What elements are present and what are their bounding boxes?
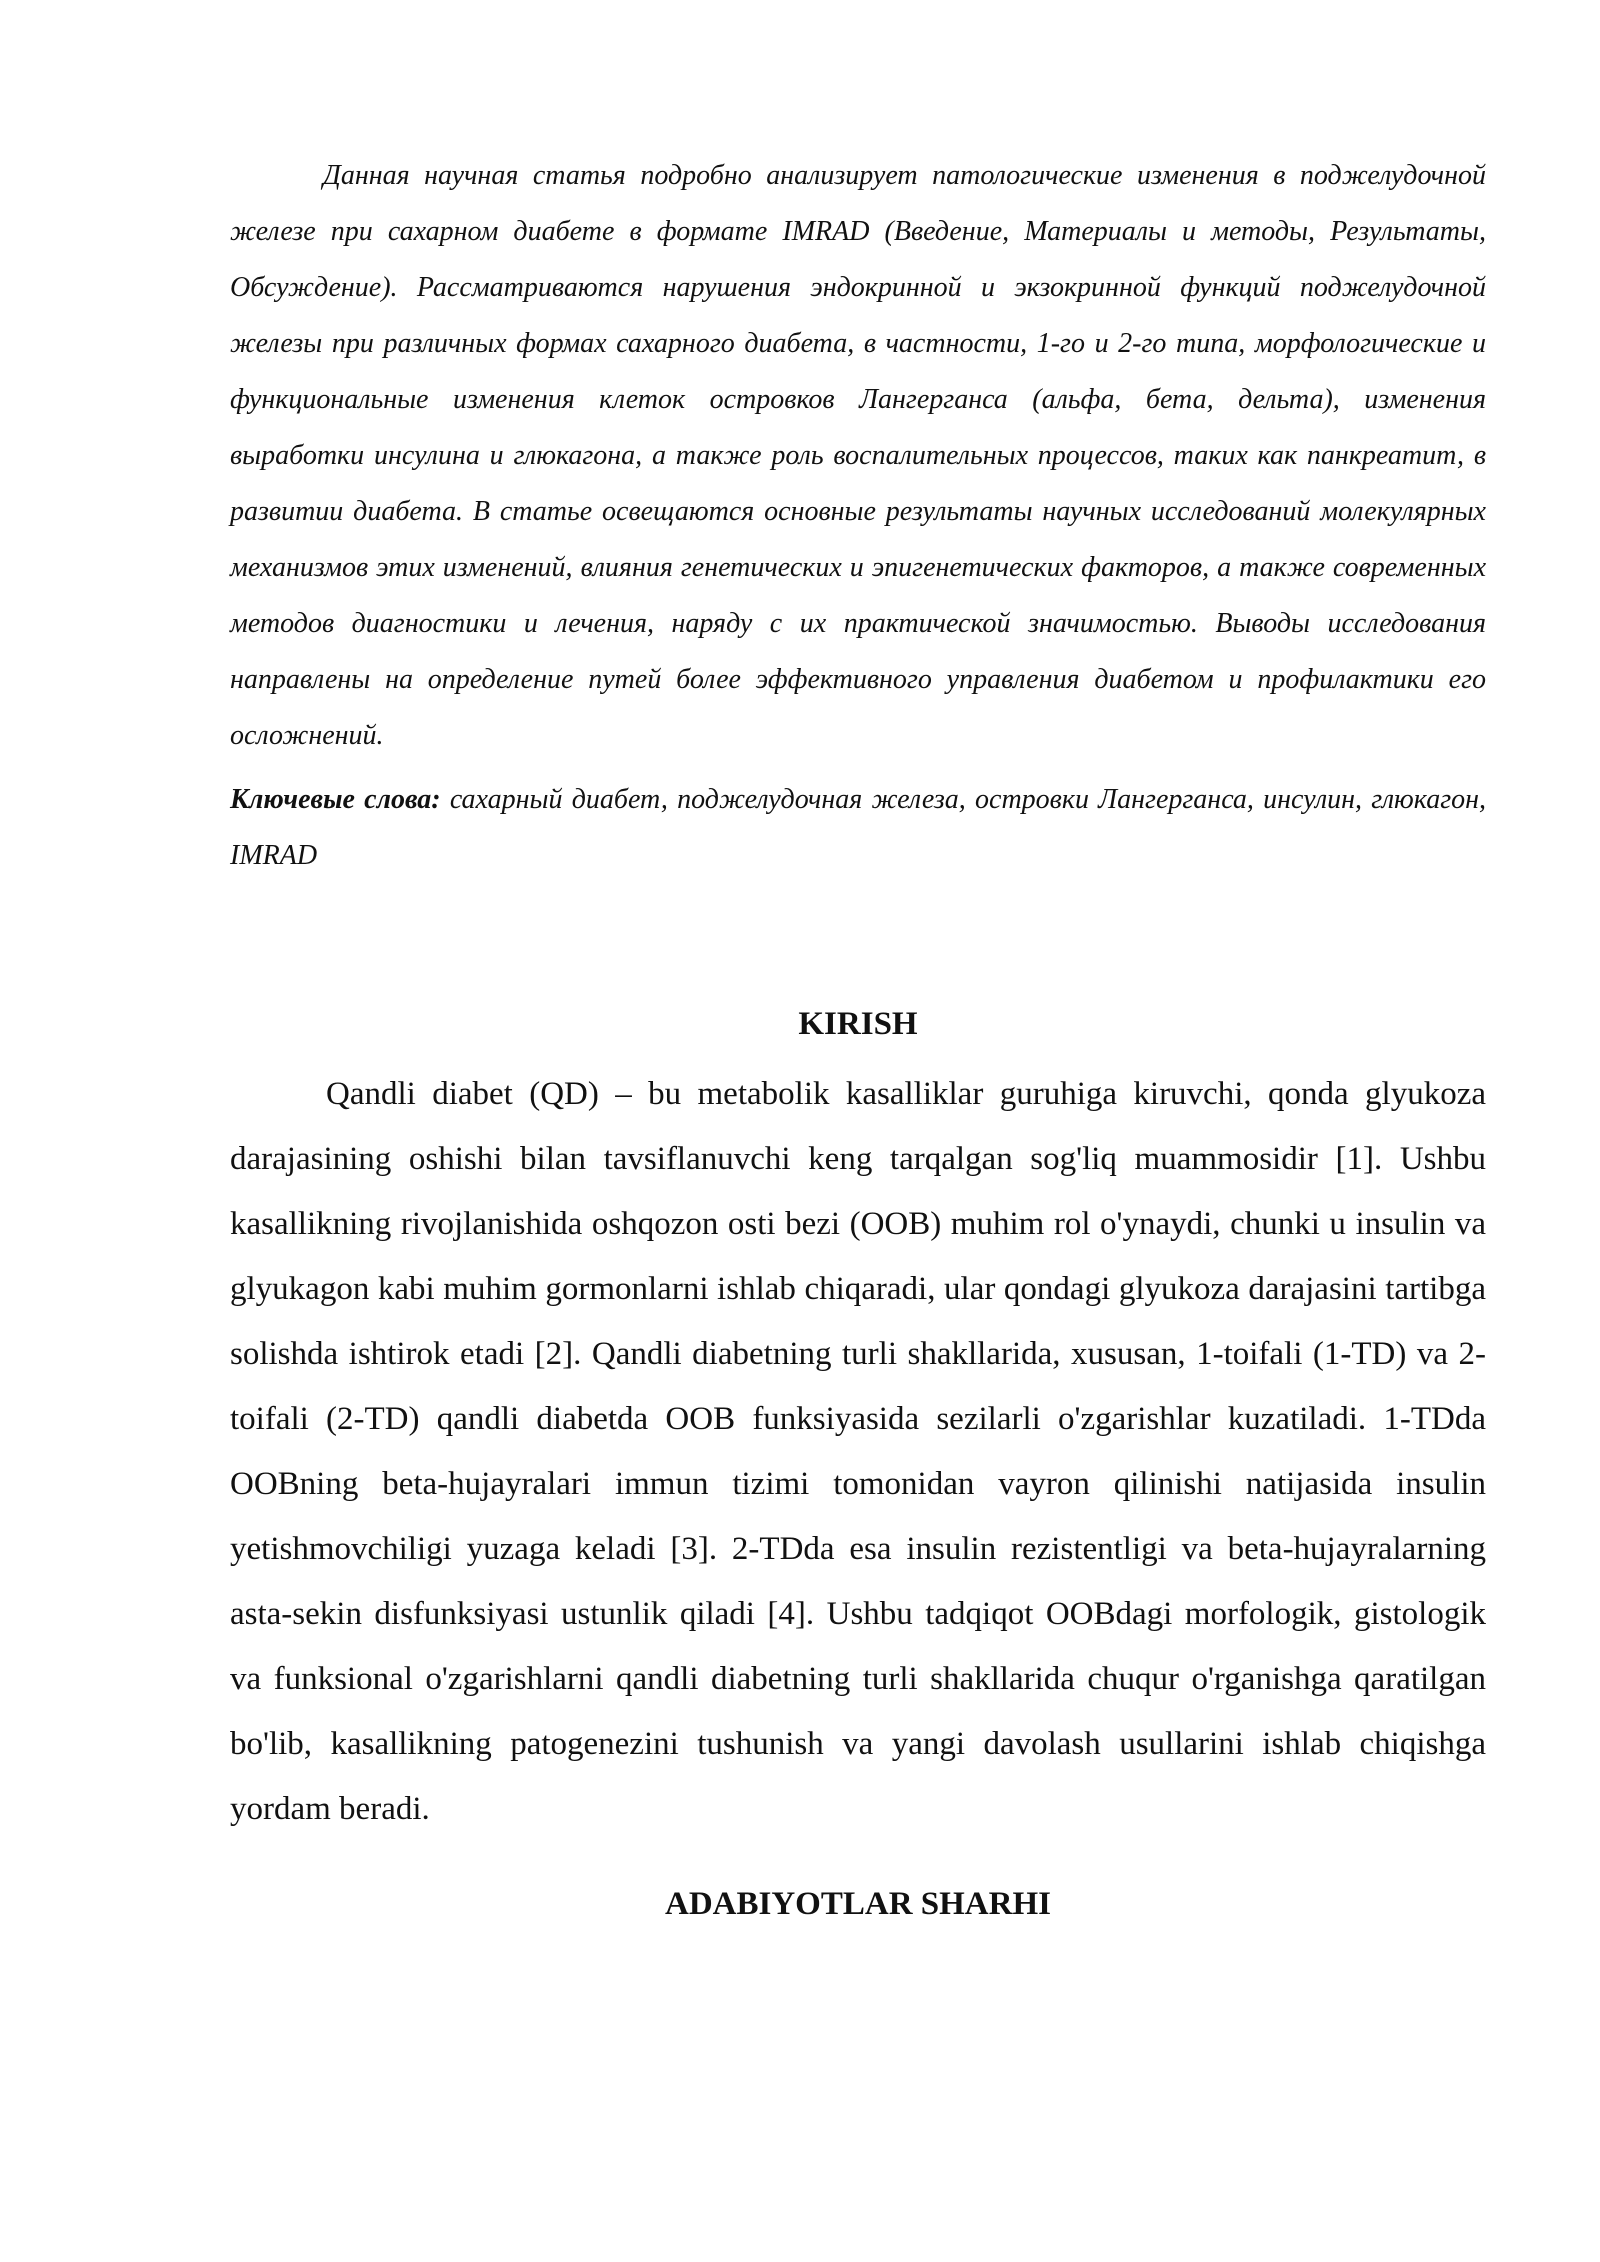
literature-review-heading: ADABIYOTLAR SHARHI <box>665 1886 1051 1922</box>
abstract-paragraph: Данная научная статья подробно анализирует патологические изменения в поджелудочной железе при сахарном диабете в формате IMRAD (Введение, Материалы и методы, Результаты, Обсуждение). Рассматриваются нарушения эндокринной и экзокринной функций поджелудочной железы при различных формах сахарного диабета, в частности, 1-го и 2-го типа, морфологические и функциональные изменения клеток островков Лангерганса (альфа, бета, дельта), изменения выработки инсулина и глюкагона, а также роль воспалительных процессов, таких как панкреатит, в развитии диабета. В статье освещаются основные результаты научных исследований молекулярных механизмов этих изменений, влияния генетических и эпигенетических факторов, а также современных методов диагностики и лечения, наряду с их практической значимостью. Выводы исследования направлены на определение путей более эффективного управления диабетом и профилактики его осложнений. <box>230 160 1486 751</box>
keywords-paragraph <box>230 772 1486 884</box>
intro-heading: KIRISH <box>798 1006 918 1042</box>
keywords-text: сахарный диабет, поджелудочная железа, островки Лангерганса, инсулин, глюкагон, IMRAD <box>230 784 1487 871</box>
keywords-label: Ключевые слова: <box>230 784 441 815</box>
intro-paragraph: Qandli diabet (QD) – bu metabolik kasalliklar guruhiga kiruvchi, qonda glyukoza darajasining oshishi bilan tavsiflanuvchi keng tarqalgan sog'liq muammosidir [1]. Ushbu kasallikning rivojlanishida oshqozon osti bezi (OOB) muhim rol o'ynaydi, chunki u insulin va glyukagon kabi muhim gormonlarni ishlab chiqaradi, ular qondagi glyukoza darajasini tartibga solishda ishtirok etadi [2]. Qandli diabetning turli shakllarida, xususan, 1-toifali (1-TD) va 2-toifali (2-TD) qandli diabetda OOB funksiyasida sezilarli o'zgarishlar kuzatiladi. 1-TDda OOBning beta-hujayralari immun tizimi tomonidan vayron qilinishi natijasida insulin yetishmovchiligi yuzaga keladi [3]. 2-TDda esa insulin rezistentligi va beta-hujayralarning asta-sekin disfunksiyasi ustunlik qiladi [4]. Ushbu tadqiqot OOBdagi morfologik, gistologik va funksional o'zgarishlarni qandli diabetning turli shakllarida chuqur o'rganishga qaratilgan bo'lib, kasallikning patogenezini tushunish va yangi davolash usullarini ishlab chiqishga yordam beradi. <box>230 1076 1486 1827</box>
document-page <box>230 148 1486 1924</box>
